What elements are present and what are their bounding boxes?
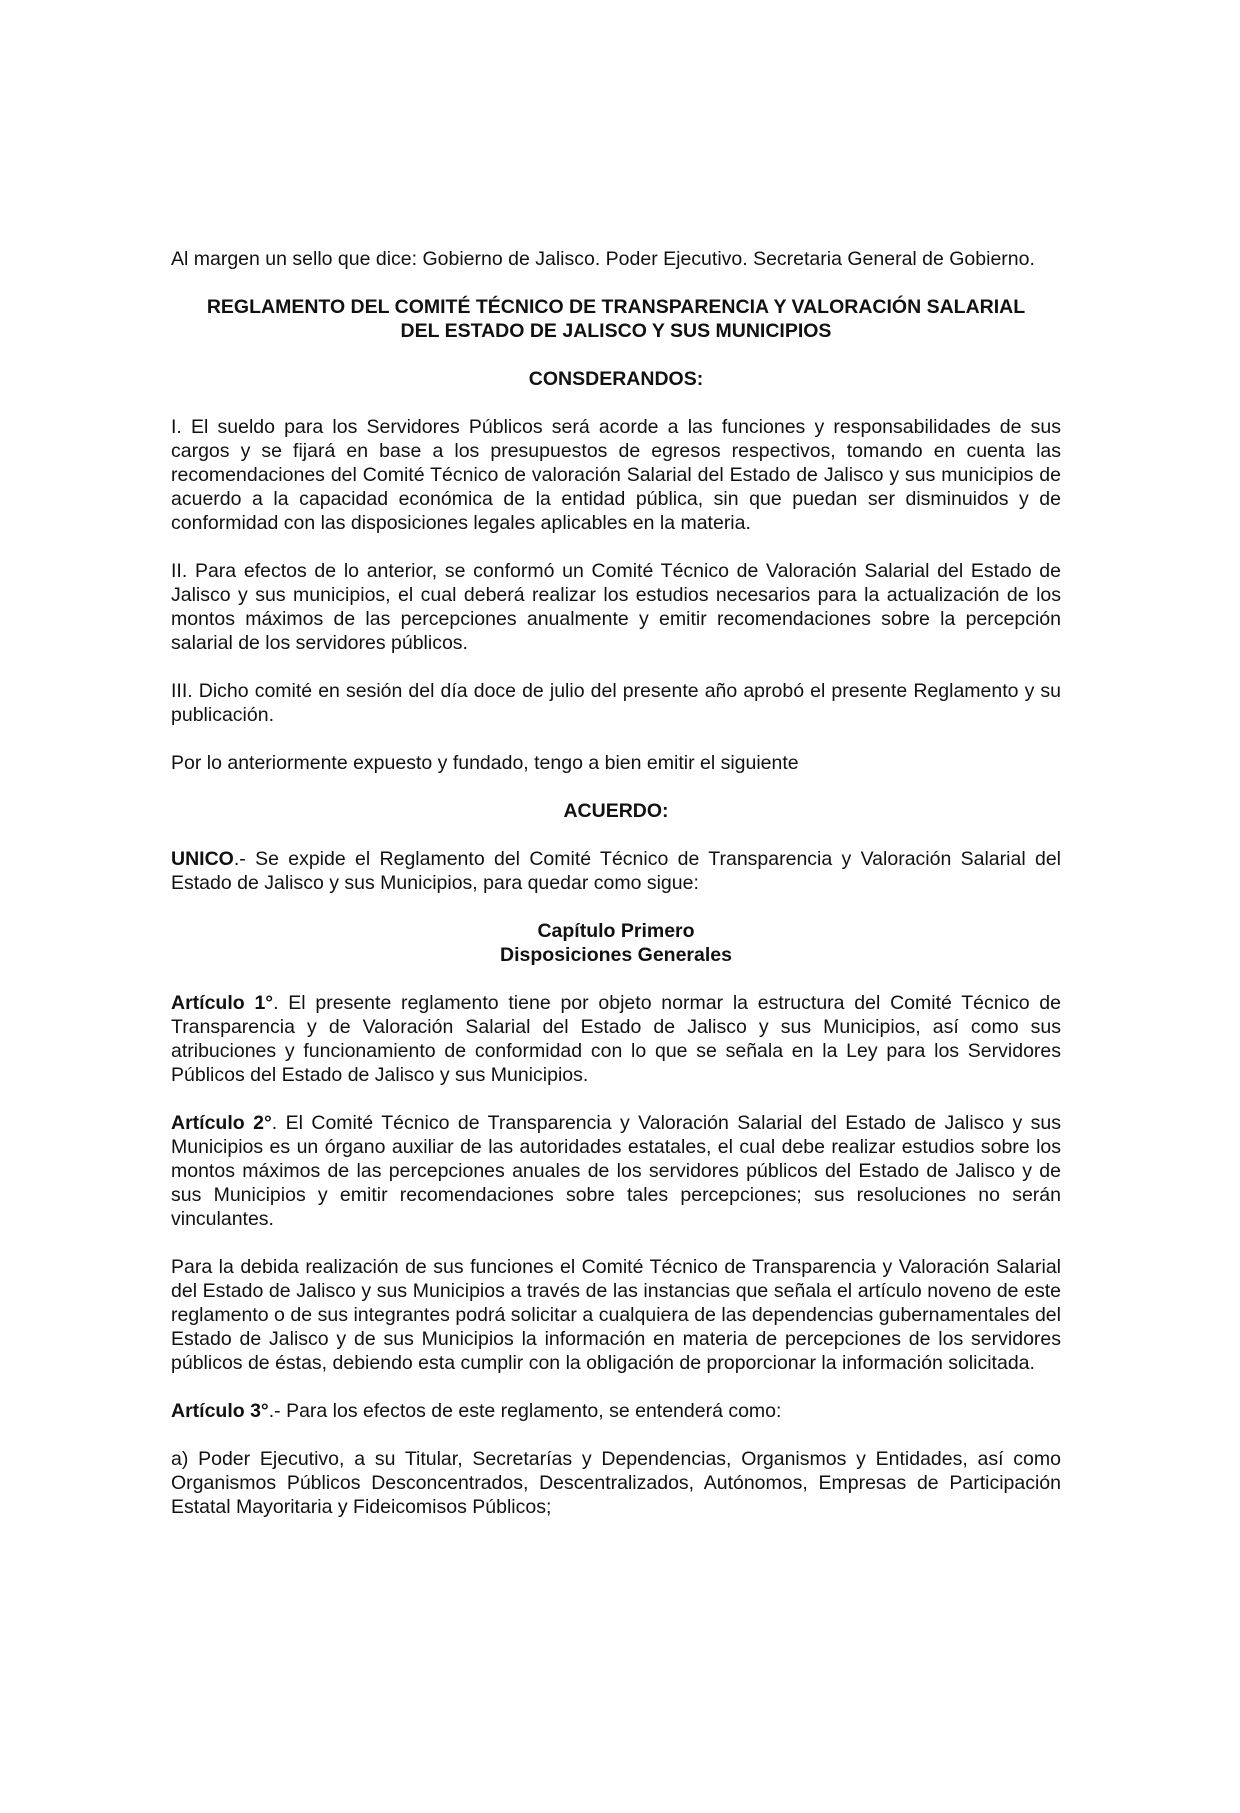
intro-paragraph: Al margen un sello que dice: Gobierno de Jalisco. Poder Ejecutivo. Secretaria General de Gobierno. xyxy=(171,248,1035,270)
considerando-3: III. Dicho comité en sesión del día doce de julio del presente año aprobó el presente Reglamento y su publicación. xyxy=(171,680,1061,726)
article-3-label: Artículo 3° xyxy=(171,1400,269,1422)
considerando-1: I. El sueldo para los Servidores Públicos será acorde a las funciones y responsabilidades de sus cargos y se fijará en base a los presupuestos de egresos respectivos, tomando en cuenta las recomendaciones del Comité Técnico de valoración Salarial del Estado de Jalisco y sus municipios de acuerdo a la capacidad económica de la entidad pública, sin que puedan ser disminuidos y de conformidad con las disposiciones legales aplicables en la materia. xyxy=(171,416,1061,534)
article-1-label: Artículo 1° xyxy=(171,992,274,1014)
acuerdo-heading: ACUERDO: xyxy=(563,800,669,822)
article-1 xyxy=(171,991,1061,1087)
article-2 xyxy=(171,1111,1061,1231)
chapter-title: Disposiciones Generales xyxy=(500,944,732,966)
document-page xyxy=(171,247,1061,1543)
considerando-2: II. Para efectos de lo anterior, se conformó un Comité Técnico de Valoración Salarial del Estado de Jalisco y sus municipios, el cual deberá realizar los estudios necesarios para la actualización de los montos máximos de las percepciones anualmente y emitir recomendaciones sobre la percepción salarial de los servidores públicos. xyxy=(171,560,1061,654)
document-title xyxy=(171,295,1061,343)
title-line-1: REGLAMENTO DEL COMITÉ TÉCNICO DE TRANSPARENCIA Y VALORACIÓN SALARIAL xyxy=(206,296,1026,318)
article-2-label: Artículo 2° xyxy=(171,1112,272,1134)
considerando-4: Por lo anteriormente expuesto y fundado, tengo a bien emitir el siguiente xyxy=(171,752,799,774)
article-3 xyxy=(171,1399,1061,1423)
title-line-2: DEL ESTADO DE JALISCO Y SUS MUNICIPIOS xyxy=(400,320,832,342)
article-2-text: . El Comité Técnico de Transparencia y Valoración Salarial del Estado de Jalisco y sus Municipios es un órgano auxiliar de las autoridades estatales, el cual debe realizar estudios sobre los montos máximos de las percepciones anuales de los servidores públicos del Estado de Jalisco y de sus Municipios y emitir recomendaciones sobre tales percepciones; sus resoluciones no serán vinculantes. xyxy=(171,1112,1062,1230)
article-2-paragraph-2: Para la debida realización de sus funciones el Comité Técnico de Transparencia y Valoración Salarial del Estado de Jalisco y sus Municipios a través de las instancias que señala el artículo noveno de este reglamento o de sus integrantes podrá solicitar a cualquiera de las dependencias gubernamentales del Estado de Jalisco y de sus Municipios la información en materia de percepciones de los servidores públicos de éstas, debiendo esta cumplir con la obligación de proporcionar la información solicitada. xyxy=(171,1256,1061,1374)
chapter-heading xyxy=(171,919,1061,967)
chapter-number: Capítulo Primero xyxy=(537,920,695,942)
unico-paragraph xyxy=(171,847,1061,895)
article-3-text: .- Para los efectos de este reglamento, se entenderá como: xyxy=(268,1400,782,1422)
article-3-item-a: a) Poder Ejecutivo, a su Titular, Secretarías y Dependencias, Organismos y Entidades, así como Organismos Públicos Desconcentrados, Descentralizados, Autónomos, Empresas de Participación Estatal Mayoritaria y Fideicomisos Públicos; xyxy=(171,1448,1061,1518)
unico-text: .- Se expide el Reglamento del Comité Técnico de Transparencia y Valoración Salarial del Estado de Jalisco y sus Municipios, para quedar como sigue: xyxy=(171,848,1061,894)
article-1-text: . El presente reglamento tiene por objeto normar la estructura del Comité Técnico de Transparencia y de Valoración Salarial del Estado de Jalisco y sus Municipios, así como sus atribuciones y funcionamiento de conformidad con lo que se señala en la Ley para los Servidores Públicos del Estado de Jalisco y sus Municipios. xyxy=(171,992,1062,1086)
considerandos-heading: CONSDERANDOS: xyxy=(528,368,704,390)
unico-label: UNICO xyxy=(171,848,234,870)
